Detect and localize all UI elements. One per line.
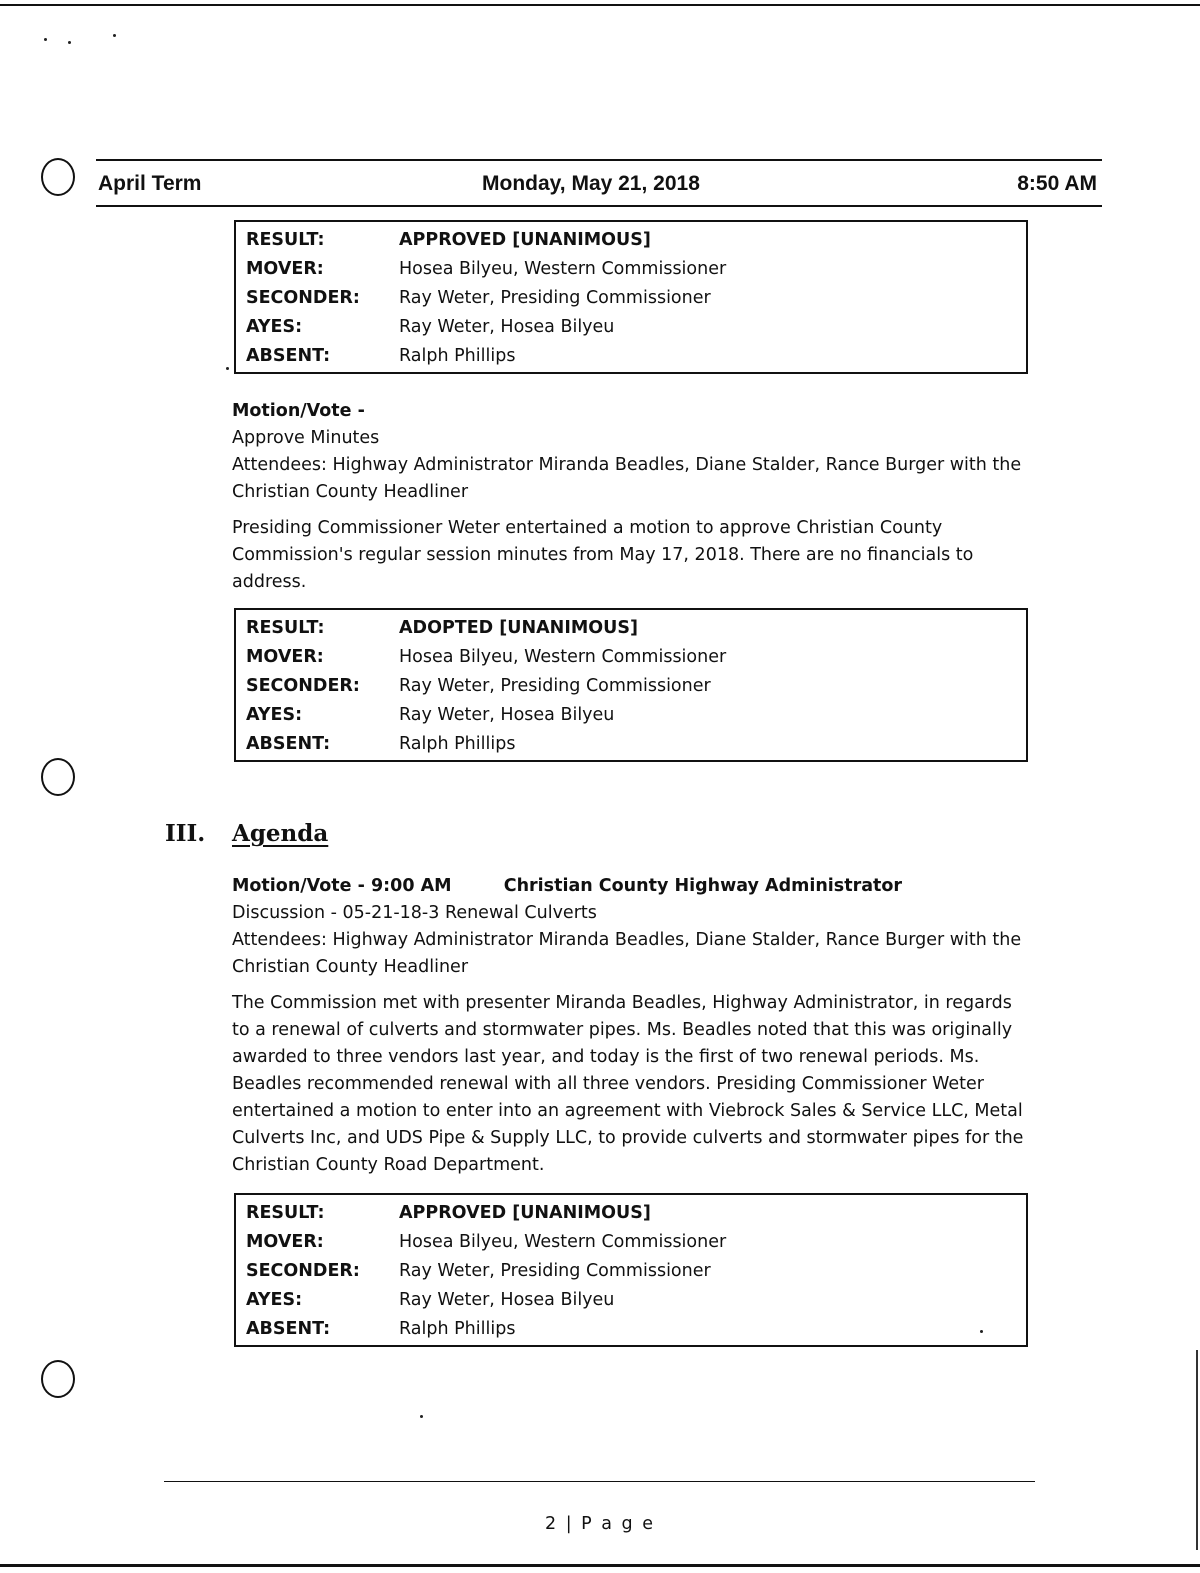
vote-label: AYES:	[246, 316, 303, 337]
vote-row-result	[236, 225, 1026, 254]
header-date: Monday, May 21, 2018	[482, 172, 700, 195]
minutes-motion-block	[232, 398, 1032, 596]
vote-value: APPROVED [UNANIMOUS]	[399, 1202, 651, 1223]
vote-table	[234, 1193, 1028, 1347]
agenda-discussion: Discussion - 05-21-18-3 Renewal Culverts	[232, 903, 597, 923]
agenda-heading-org: Christian County Highway Administrator	[503, 876, 903, 896]
motion-subject: Approve Minutes	[232, 428, 380, 448]
vote-label: ABSENT:	[246, 1318, 331, 1339]
vote-row-mover	[236, 1227, 1026, 1256]
vote-table	[234, 608, 1028, 762]
header-time: 8:50 AM	[1017, 172, 1097, 195]
vote-label: MOVER:	[246, 258, 324, 279]
vote-row-absent	[236, 729, 1026, 758]
vote-value: Ralph Phillips	[399, 345, 516, 366]
section-number: III.	[165, 820, 206, 847]
vote-table	[234, 220, 1028, 374]
header-rule-top	[96, 159, 1102, 161]
vote-row-mover	[236, 254, 1026, 283]
vote-value: Hosea Bilyeu, Western Commissioner	[399, 1231, 727, 1252]
vote-value: Ray Weter, Hosea Bilyeu	[399, 704, 615, 725]
vote-row-absent	[236, 1314, 1026, 1343]
vote-row-absent	[236, 341, 1026, 370]
vote-value: Hosea Bilyeu, Western Commissioner	[399, 646, 727, 667]
vote-label: ABSENT:	[246, 733, 331, 754]
vote-label: RESULT:	[246, 229, 325, 250]
vote-value: Ralph Phillips	[399, 733, 516, 754]
vote-value: APPROVED [UNANIMOUS]	[399, 229, 651, 250]
footer-rule	[164, 1481, 1035, 1482]
header-rule-bottom	[96, 205, 1102, 207]
scan-edge-bottom	[0, 1564, 1200, 1567]
vote-row-seconder	[236, 671, 1026, 700]
vote-label: SECONDER:	[246, 1260, 360, 1281]
vote-value: Ray Weter, Presiding Commissioner	[399, 287, 711, 308]
scan-speck	[68, 41, 71, 44]
vote-label: MOVER:	[246, 646, 324, 667]
punch-hole-icon	[41, 758, 75, 796]
agenda-body: The Commission met with presenter Miranda Beadles, Highway Administrator, in regards to a renewal of culverts and stormwater pipes. Ms. Beadles noted that this was originally awarded to three vendors last year, and today is the first of two renewal periods. Ms. Beadles recommended renewal with all three vendors. Presiding Commissioner Weter entertained a motion to enter into an agreement with Viebrock Sales & Service LLC, Metal Culverts Inc, and UDS Pipe & Supply LLC, to provide culverts and stormwater pipes for the Christian County Road Department.	[232, 993, 1024, 1175]
vote-row-seconder	[236, 283, 1026, 312]
vote-value: Ray Weter, Presiding Commissioner	[399, 675, 711, 696]
vote-row-ayes	[236, 312, 1026, 341]
vote-value: Hosea Bilyeu, Western Commissioner	[399, 258, 727, 279]
vote-value: ADOPTED [UNANIMOUS]	[399, 617, 638, 638]
section-title: Agenda	[232, 820, 329, 847]
scan-speck	[44, 38, 47, 41]
vote-row-ayes	[236, 700, 1026, 729]
vote-label: RESULT:	[246, 617, 325, 638]
motion-heading: Motion/Vote -	[232, 401, 365, 421]
vote-label: AYES:	[246, 704, 303, 725]
vote-row-seconder	[236, 1256, 1026, 1285]
punch-hole-icon	[41, 1360, 75, 1398]
vote-value: Ray Weter, Hosea Bilyeu	[399, 1289, 615, 1310]
vote-label: AYES:	[246, 1289, 303, 1310]
vote-row-result	[236, 613, 1026, 642]
agenda-heading	[232, 873, 1032, 900]
vote-value: Ray Weter, Presiding Commissioner	[399, 1260, 711, 1281]
header-term: April Term	[98, 172, 202, 195]
vote-row-mover	[236, 642, 1026, 671]
motion-attendees: Attendees: Highway Administrator Miranda Beadles, Diane Stalder, Rance Burger with the Christian County Headliner	[232, 455, 1022, 502]
vote-label: RESULT:	[246, 1202, 325, 1223]
vote-label: MOVER:	[246, 1231, 324, 1252]
vote-value: Ralph Phillips	[399, 1318, 516, 1339]
vote-row-ayes	[236, 1285, 1026, 1314]
scan-speck	[420, 1415, 423, 1418]
agenda-heading-prefix: Motion/Vote - 9:00 AM	[232, 876, 452, 896]
vote-label: SECONDER:	[246, 675, 360, 696]
vote-label: ABSENT:	[246, 345, 331, 366]
scan-edge-top	[0, 4, 1200, 6]
vote-row-result	[236, 1198, 1026, 1227]
page-number: 2 | P a g e	[545, 1514, 655, 1534]
agenda-motion-block	[232, 873, 1032, 1179]
scan-speck	[113, 34, 116, 37]
agenda-attendees: Attendees: Highway Administrator Miranda Beadles, Diane Stalder, Rance Burger with the Christian County Headliner	[232, 930, 1022, 977]
motion-body: Presiding Commissioner Weter entertained a motion to approve Christian County Commission's regular session minutes from May 17, 2018. There are no financials to address.	[232, 518, 974, 592]
scan-speck	[226, 367, 229, 370]
vote-label: SECONDER:	[246, 287, 360, 308]
punch-hole-icon	[41, 158, 75, 196]
vote-value: Ray Weter, Hosea Bilyeu	[399, 316, 615, 337]
